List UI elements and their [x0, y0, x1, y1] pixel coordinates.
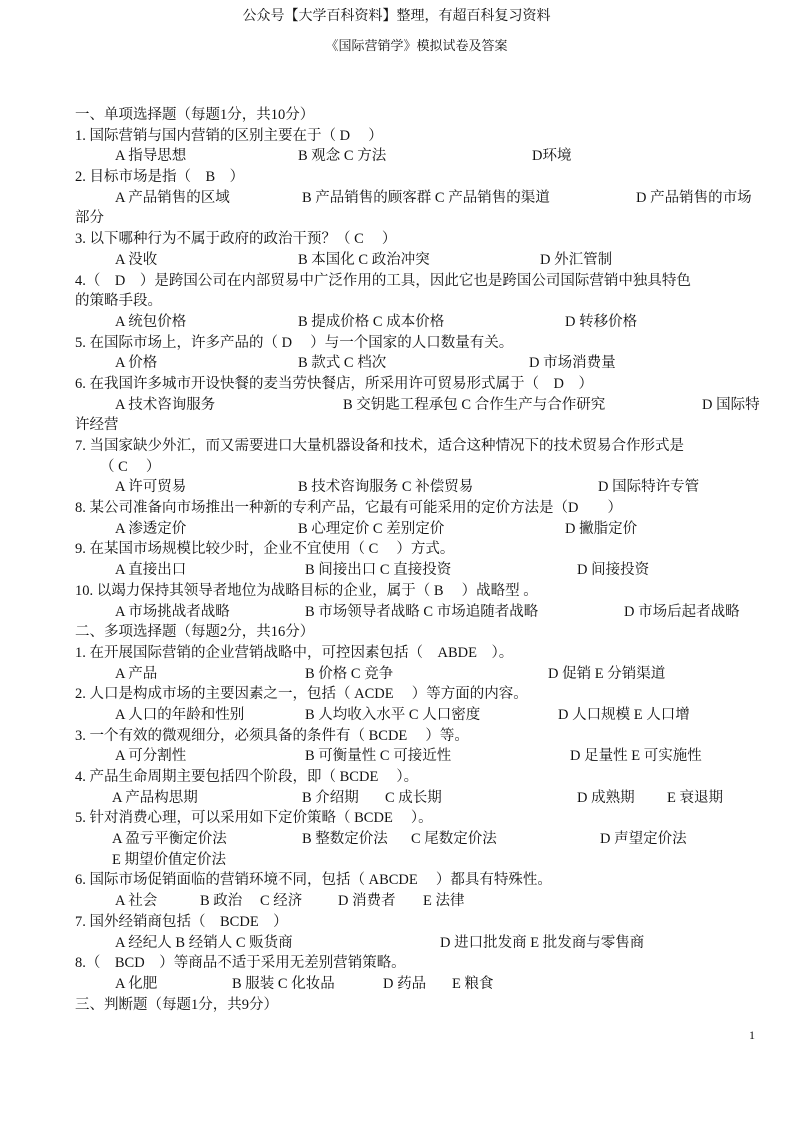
- watermark-header: 公众号【大学百科资料】整理，有超百科复习资料: [242, 9, 551, 24]
- option: A 产品销售的区域: [115, 189, 230, 206]
- option: A 没收: [115, 251, 158, 268]
- option: E 期望价值定价法: [112, 851, 226, 868]
- option: A 技术咨询服务: [115, 396, 216, 413]
- option: D 进口批发商 E 批发商与零售商: [440, 934, 645, 951]
- option: E 粮食: [452, 975, 494, 992]
- option: D 促销 E 分销渠道: [548, 665, 666, 682]
- option: B 交钥匙工程承包 C 合作生产与合作研究: [343, 396, 606, 413]
- question-stem: 1. 国际营销与国内营销的区别主要在于（ D ）: [75, 127, 383, 144]
- question-continuation: 许经营: [75, 417, 119, 434]
- option: B 提成价格 C 成本价格: [298, 313, 445, 330]
- option: C 经济: [260, 893, 303, 910]
- question-stem: 8. 某公司准备向市场推出一种新的专利产品，它最有可能采用的定价方法是（D ）: [75, 500, 622, 517]
- option: E 衰退期: [667, 789, 723, 806]
- question-stem: 7. 国外经销商包括（ BCDE ）: [75, 913, 288, 930]
- question-stem: 4. 产品生命周期主要包括四个阶段，即（ BCDE ）。: [75, 769, 419, 785]
- option: C 成长期: [385, 789, 442, 806]
- option: D 药品: [383, 975, 427, 992]
- option: A 价格: [115, 355, 158, 372]
- option: D环境: [532, 148, 572, 165]
- option: D 国际特: [702, 396, 760, 413]
- option: B 政治: [200, 893, 243, 910]
- option: B 市场领导者战略 C 市场追随者战略: [305, 603, 539, 620]
- option: A 人口的年龄和性别: [115, 706, 245, 723]
- option: B 人均收入水平 C 人口密度: [305, 706, 481, 723]
- option: A 统包价格: [115, 313, 187, 330]
- option: B 整数定价法: [302, 831, 388, 848]
- option: A 社会: [115, 893, 158, 910]
- question-stem: 6. 在我国许多城市开设快餐的麦当劳快餐店，所采用许可贸易形式属于（ D ）: [75, 375, 593, 392]
- option: A 渗透定价: [115, 520, 187, 537]
- option: B 心理定价 C 差别定价: [298, 520, 445, 537]
- option: B 价格 C 竞争: [305, 665, 394, 682]
- option: A 经纪人 B 经销人 C 贩货商: [115, 934, 293, 951]
- option: D 产品销售的市场: [636, 189, 752, 206]
- option: D 成熟期: [577, 789, 635, 806]
- section-heading: 二、多项选择题（每题2分，共16分）: [75, 624, 315, 641]
- option: B 可衡量性 C 可接近性: [305, 748, 452, 765]
- option: D 外汇管制: [540, 251, 613, 268]
- section-heading: 一、单项选择题（每题1分，共10分）: [75, 107, 315, 123]
- option: D 间接投资: [577, 562, 650, 579]
- option: A 盈亏平衡定价法: [112, 831, 227, 848]
- question-continuation: 部分: [75, 210, 104, 227]
- section-heading: 三、判断题（每题1分，共9分）: [75, 996, 278, 1013]
- option: D 国际特许专管: [598, 479, 700, 496]
- option: D 市场消费量: [529, 355, 616, 372]
- question-stem: 8.（ BCD ）等商品不适于采用无差别营销策略。: [75, 955, 406, 972]
- option: D 足量性 E 可实施性: [570, 748, 702, 765]
- option: D 撇脂定价: [565, 520, 638, 537]
- option: A 化肥: [115, 975, 158, 992]
- option: D 市场后起者战略: [624, 603, 740, 620]
- exam-body: [0, 105, 793, 1015]
- option: A 产品: [115, 665, 158, 682]
- question-stem: 6. 国际市场促销面临的营销环境不同，包括（ ABCDE ）都具有特殊性。: [75, 872, 552, 889]
- option: A 指导思想: [115, 148, 187, 165]
- option: B 本国化 C 政治冲突: [298, 251, 430, 268]
- page-number: 1: [749, 1028, 755, 1042]
- option: B 介绍期: [302, 789, 359, 806]
- option: A 产品构思期: [112, 789, 198, 806]
- option: B 款式 C 档次: [298, 355, 387, 372]
- option: A 市场挑战者战略: [115, 603, 230, 620]
- option: B 产品销售的顾客群 C 产品销售的渠道: [302, 189, 550, 206]
- option: A 许可贸易: [115, 479, 187, 496]
- document-title: 《国际营销学》模拟试卷及答案: [325, 38, 508, 53]
- option: C 尾数定价法: [411, 831, 497, 848]
- option: B 观念 C 方法: [298, 148, 387, 165]
- question-continuation: 的策略手段。: [75, 293, 162, 310]
- option: A 直接出口: [115, 562, 187, 579]
- question-stem: 2. 人口是构成市场的主要因素之一，包括（ ACDE ）等方面的内容。: [75, 686, 528, 703]
- option: D 转移价格: [565, 313, 638, 330]
- question-stem: 10. 以竭力保持其领导者地位为战略目标的企业，属于（ B ）战略型 。: [75, 582, 538, 599]
- question-stem: 3. 以下哪种行为不属于政府的政治干预？（ C ）: [75, 231, 397, 248]
- question-continuation: （ C ）: [100, 458, 161, 475]
- question-stem: 2. 目标市场是指（ B ）: [75, 169, 245, 186]
- option: D 消费者: [338, 893, 396, 910]
- option: B 间接出口 C 直接投资: [305, 562, 452, 579]
- option: E 法律: [423, 893, 465, 910]
- question-stem: 1. 在开展国际营销的企业营销战略中，可控因素包括（ ABDE ）。: [75, 644, 514, 661]
- question-stem: 3. 一个有效的微观细分，必须具备的条件有（ BCDE ）等。: [75, 727, 469, 744]
- option: A 可分割性: [115, 748, 187, 765]
- question-stem: 7. 当国家缺少外汇，而又需要进口大量机器设备和技术，适合这种情况下的技术贸易合作形式是: [75, 438, 684, 454]
- option: B 技术咨询服务 C 补偿贸易: [298, 479, 474, 496]
- option: B 服装 C 化妆品: [232, 975, 335, 992]
- option: D 人口规模 E 人口增: [558, 706, 690, 723]
- option: D 声望定价法: [600, 831, 687, 848]
- question-stem: 5. 在国际市场上，许多产品的（ D ）与一个国家的人口数量有关。: [75, 334, 514, 351]
- question-stem: 4.（ D ）是跨国公司在内部贸易中广泛作用的工具，因此它也是跨国公司国际营销中独具特色: [75, 272, 691, 289]
- question-stem: 5. 针对消费心理，可以采用如下定价策略（ BCDE ）。: [75, 810, 433, 827]
- question-stem: 9. 在某国市场规模比较少时，企业不宜使用（ C ）方式。: [75, 541, 455, 558]
